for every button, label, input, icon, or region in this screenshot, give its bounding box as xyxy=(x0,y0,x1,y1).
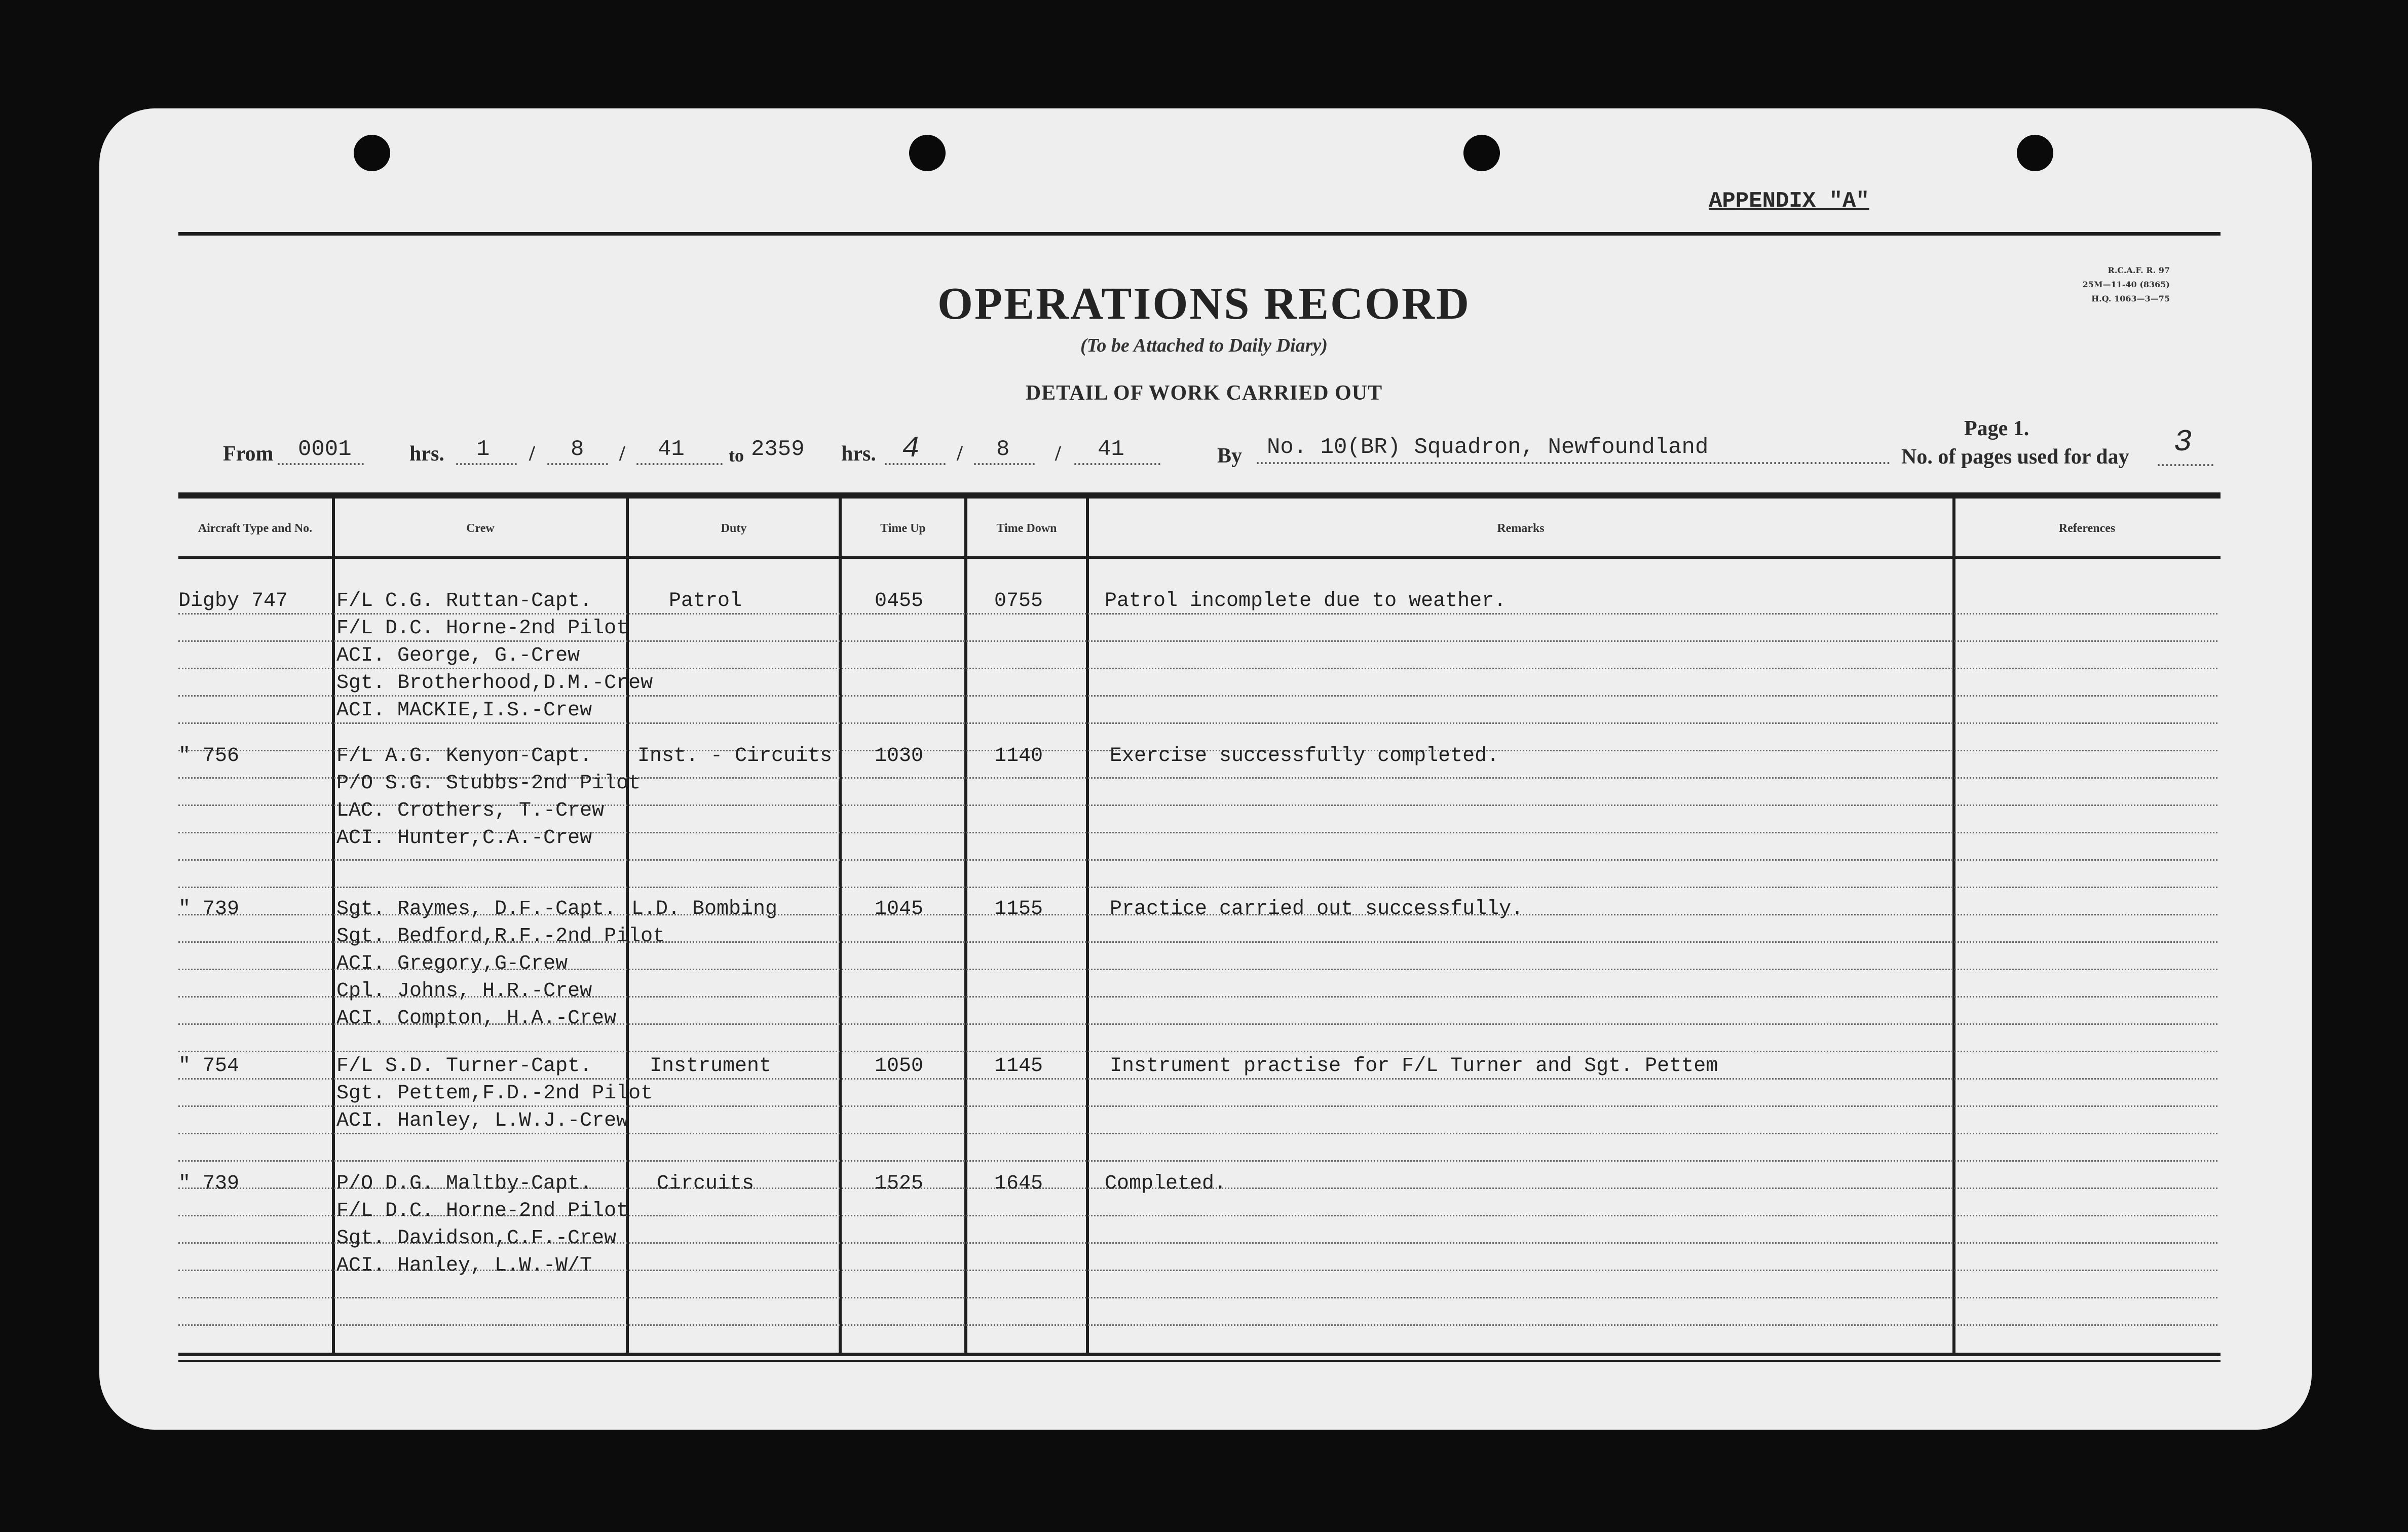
to-slash-2: / xyxy=(1055,442,1061,466)
from-label: From xyxy=(223,442,274,466)
detail-heading: DETAIL OF WORK CARRIED OUT xyxy=(1025,381,1383,405)
header-aircraft: Aircraft Type and No. xyxy=(198,522,313,535)
entry-time-up: 1525 xyxy=(875,1172,924,1195)
header-rule xyxy=(178,556,2221,559)
by-label: By xyxy=(1217,444,1243,468)
entry-remarks: Instrument practise for F/L Turner and Sgt. Pettem xyxy=(1110,1055,1718,1078)
entry-time-down: 1140 xyxy=(994,745,1043,768)
table-bottom-rule-2 xyxy=(178,1360,2221,1362)
entry-crew: F/L S.D. Turner-Capt. Sgt. Pettem,F.D.-2nd Pilot ACI. Hanley, L.W.J.-Crew xyxy=(336,1055,653,1132)
entry-time-down: 0755 xyxy=(994,590,1043,612)
header-references: References xyxy=(2058,522,2116,535)
appendix-label: APPENDIX "A" xyxy=(1709,188,1869,214)
from-slash-1: / xyxy=(529,442,535,466)
from-year: 41 xyxy=(658,437,685,462)
pages-used-label: No. of pages used for day xyxy=(1901,445,2129,469)
header-time-up: Time Up xyxy=(880,522,926,535)
entry-aircraft: " 739 xyxy=(178,898,240,921)
form-reference: R.C.A.F. R. 97 25M—11-40 (8365) H.Q. 1063—3—75 xyxy=(2082,265,2170,303)
col-divider-3 xyxy=(839,499,842,1353)
punch-hole-4 xyxy=(2017,135,2053,171)
punch-hole-1 xyxy=(354,135,390,171)
entry-remarks: Completed. xyxy=(1105,1172,1227,1195)
entry-crew: Sgt. Raymes, D.F.-Capt. Sgt. Bedford,R.F.-2nd Pilot ACI. Gregory,G-Crew Cpl. Johns, H.R.-Crew ACI. Compton, H.A.-Crew xyxy=(336,898,665,1030)
entry-aircraft: Digby 747 xyxy=(178,590,288,612)
entry-crew: P/O D.G. Maltby-Capt. F/L D.C. Horne-2nd Pilot Sgt. Davidson,C.F.-Crew ACI. Hanley, L.W.-W/T xyxy=(336,1172,629,1277)
to-slash-1: / xyxy=(957,442,963,466)
entry-duty: Circuits xyxy=(657,1172,755,1195)
entry-time-down: 1645 xyxy=(994,1172,1043,1195)
entry-remarks: Exercise successfully completed. xyxy=(1110,745,1499,768)
col-divider-5 xyxy=(1086,499,1089,1353)
entry-duty: Instrument xyxy=(650,1055,772,1078)
col-divider-1 xyxy=(332,499,335,1353)
to-label: to xyxy=(729,445,744,466)
entry-time-down: 1145 xyxy=(994,1055,1043,1078)
entry-crew: F/L C.G. Ruttan-Capt. F/L D.C. Horne-2nd Pilot ACI. George, G.-Crew Sgt. Brotherhood,D.M.-Crew ACI. MACKIE,I.S.-Crew xyxy=(336,590,653,722)
entry-aircraft: " 756 xyxy=(178,745,240,768)
entry-time-down: 1155 xyxy=(994,898,1043,921)
punch-hole-3 xyxy=(1463,135,1500,171)
entry-time-up: 1050 xyxy=(875,1055,924,1078)
to-year: 41 xyxy=(1098,437,1124,462)
entry-remarks: Patrol incomplete due to weather. xyxy=(1105,590,1507,612)
table-bottom-rule-1 xyxy=(178,1353,2221,1356)
entry-time-up: 0455 xyxy=(875,590,924,612)
from-day: 1 xyxy=(476,437,490,462)
to-time: 2359 xyxy=(751,437,805,462)
entry-time-up: 1030 xyxy=(875,745,924,768)
col-divider-4 xyxy=(964,499,967,1353)
entry-duty: L.D. Bombing xyxy=(631,898,778,921)
entry-aircraft: " 739 xyxy=(178,1172,240,1195)
page-title: OPERATIONS RECORD xyxy=(937,279,1471,329)
header-duty: Duty xyxy=(721,522,747,535)
entry-time-up: 1045 xyxy=(875,898,924,921)
squadron: No. 10(BR) Squadron, Newfoundland xyxy=(1267,435,1709,460)
hrs-label-2: hrs. xyxy=(841,442,876,466)
entry-crew: F/L A.G. Kenyon-Capt. P/O S.G. Stubbs-2nd Pilot LAC. Crothers, T.-Crew ACI. Hunter,C.A.-Crew xyxy=(336,745,641,850)
to-month: 8 xyxy=(996,437,1010,462)
hrs-label: hrs. xyxy=(409,442,444,466)
col-divider-6 xyxy=(1952,499,1955,1353)
from-slash-2: / xyxy=(619,442,625,466)
header-crew: Crew xyxy=(466,522,495,535)
table-top-rule xyxy=(178,492,2221,499)
header-time-down: Time Down xyxy=(996,522,1057,535)
entry-aircraft: " 754 xyxy=(178,1055,240,1078)
page-number: Page 1. xyxy=(1964,417,2029,440)
from-time: 0001 xyxy=(298,437,352,462)
from-month: 8 xyxy=(571,437,584,462)
page-subtitle: (To be Attached to Daily Diary) xyxy=(1080,335,1328,356)
top-rule xyxy=(178,232,2221,236)
entry-duty: Patrol xyxy=(669,590,742,612)
to-day: 4 xyxy=(902,433,920,466)
entry-remarks: Practice carried out successfully. xyxy=(1110,898,1524,921)
punch-hole-2 xyxy=(909,135,946,171)
entry-duty: Inst. - Circuits xyxy=(637,745,833,768)
header-remarks: Remarks xyxy=(1497,522,1545,535)
pages-used-value: 3 xyxy=(2174,426,2193,460)
